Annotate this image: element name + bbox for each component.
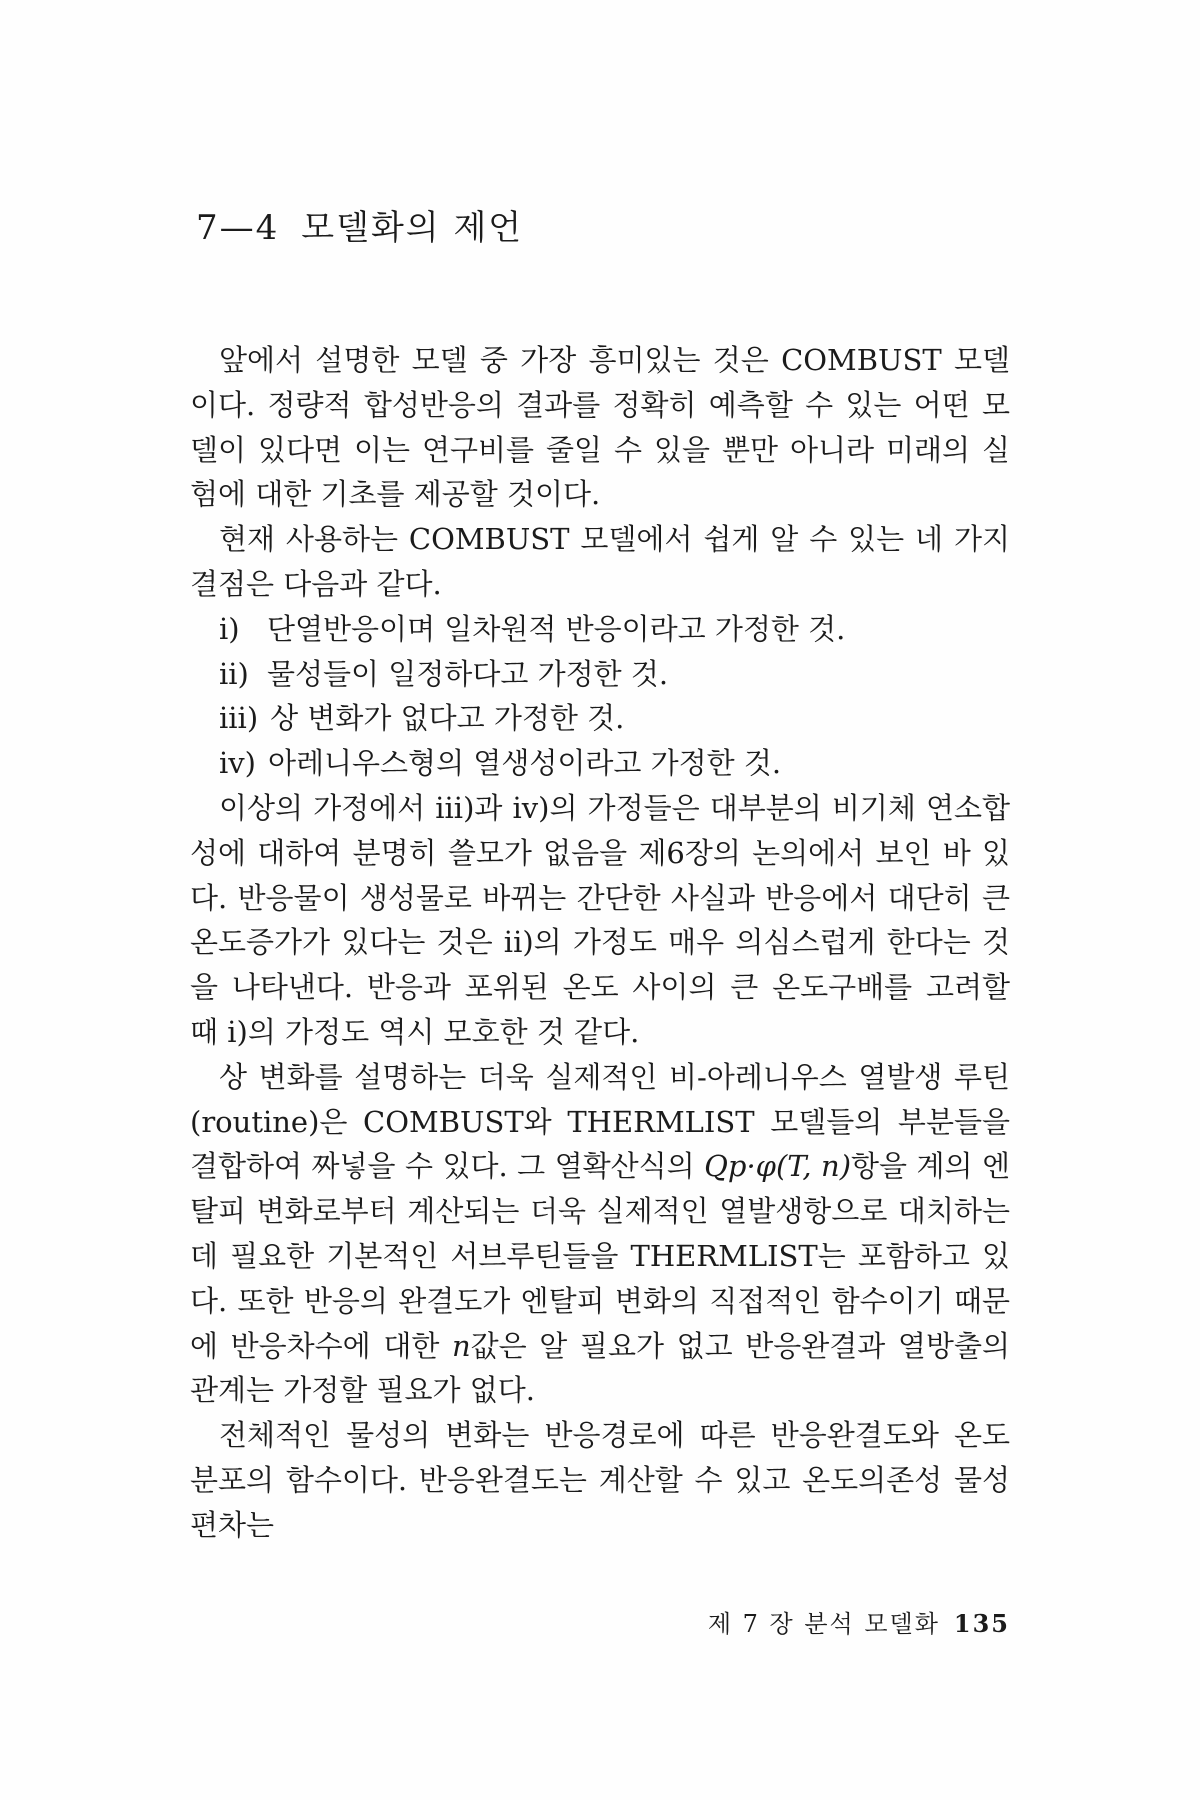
list-text: 물성들이 일정하다고 가정한 것. — [267, 656, 669, 691]
list-text: 상 변화가 없다고 가정한 것. — [270, 701, 625, 736]
section-title: 모델화의 제언 — [301, 208, 524, 248]
paragraph-phase-change — [190, 1055, 1010, 1413]
list-item — [190, 741, 1010, 786]
paragraph-defects: 현재 사용하는 COMBUST 모델에서 쉽게 알 수 있는 네 가지 결점은 다음과 같다. — [190, 522, 1010, 601]
list-marker: iii) — [219, 701, 259, 736]
reaction-order-symbol: n — [451, 1328, 471, 1363]
list-text: 단열반응이며 일차원적 반응이라고 가정한 것. — [267, 611, 846, 646]
paragraph-intro: 앞에서 설명한 모델 중 가장 흥미있는 것은 COMBUST 모델이다. 정량적 합성반응의 결과를 정확히 예측할 수 있는 어떤 모델이 있다면 이는 연구비를 줄일 수 있을 뿐만 아니라 미래의 실험에 대한 기초를 제공할 것이다. — [190, 343, 1010, 512]
page-number: 135 — [953, 1609, 1010, 1638]
paragraph-assumptions: 이상의 가정에서 iii)과 iv)의 가정들은 대부분의 비기체 연소합성에 대하여 분명히 쓸모가 없음을 제6장의 논의에서 보인 바 있다. 반응물이 생성물로 바뀌는 간단한 사실과 반응에서 대단히 큰 온도증가가 있다는 것은 ii)의 가정도 매우 의심스럽게 한다는 것을 나타낸다. 반응과 포위된 온도 사이의 큰 온도구배를 고려할 때 i)의 가정도 역시 모호한 것 같다. — [190, 790, 1010, 1049]
list-item — [190, 696, 1010, 741]
paragraph-properties: 전체적인 물성의 변화는 반응경로에 따른 반응완결도와 온도 분포의 함수이다. 반응완결도는 계산할 수 있고 온도의존성 물성편차는 — [190, 1418, 1010, 1542]
list-item — [190, 652, 1010, 697]
body-text — [190, 338, 1010, 1548]
phase-text-1: 상 변화를 설명하는 더욱 실제적인 비-아레니우스 열발생 루틴(routine)은 COMBUST와 THERMLIST 모델들의 부분들을 결합하여 짜넣을 수 있다. 그 열확산식의 — [190, 1059, 1010, 1184]
running-footer — [708, 1604, 1010, 1639]
section-heading — [196, 200, 523, 249]
list-marker: ii) — [219, 656, 249, 691]
heat-term-equation: Qp·φ(T, n) — [704, 1149, 852, 1184]
list-marker: i) — [219, 611, 240, 646]
list-item — [190, 607, 1010, 652]
list-marker: iv) — [219, 746, 256, 781]
list-text: 아레니우스형의 열생성이라고 가정한 것. — [267, 746, 782, 781]
section-number: 7—4 — [196, 208, 280, 248]
phase-text-3: 값은 알 필요가 없고 반응완결과 열방출의 관계는 가정할 필요가 없다. — [190, 1328, 1010, 1408]
phase-text-2: 항을 계의 엔탈피 변화로부터 계산되는 더욱 실제적인 열발생항으로 대치하는 데 필요한 기본적인 서브루틴들을 THERMLIST는 포함하고 있다. 또한 반응의 완결도가 엔탈피 변화의 직접적인 함수이기 때문에 반응차수에 대한 — [190, 1149, 1010, 1363]
chapter-label: 제 7 장 분석 모델화 — [707, 1610, 940, 1638]
